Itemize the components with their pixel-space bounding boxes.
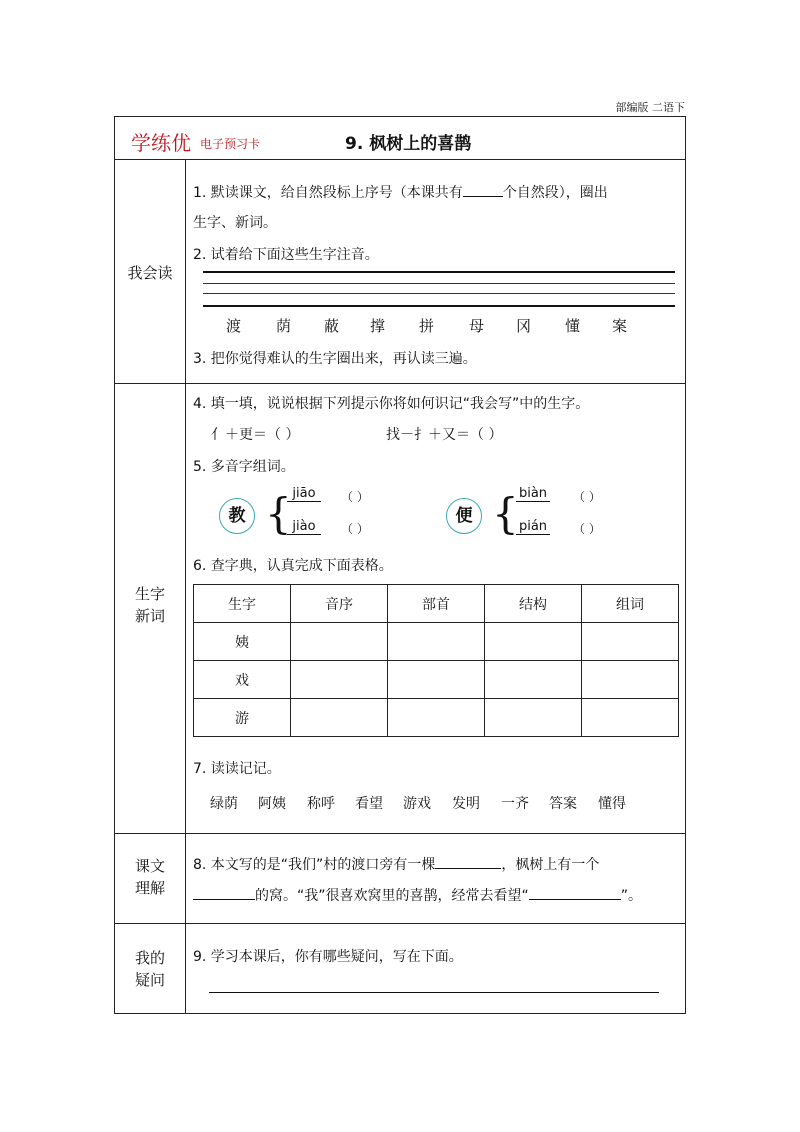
table-char: 姨 — [194, 623, 291, 661]
paragraph-count-blank[interactable] — [463, 182, 503, 197]
phonetic-char: 母 — [469, 317, 485, 335]
vocab-word: 绿荫 — [210, 796, 238, 812]
polyphone-char: 便 — [446, 498, 482, 534]
table-char: 戏 — [194, 661, 291, 699]
brand-subtitle: 电子预习卡 — [200, 137, 261, 151]
phonetic-char: 渡 — [226, 317, 242, 335]
brace-icon: { — [492, 489, 519, 538]
question-2: 2. 试着给下面这些生字注音。 — [193, 247, 379, 263]
phonetic-char: 蔽 — [324, 317, 340, 335]
row-divider — [115, 159, 685, 160]
question-9: 9. 学习本课后，你有哪些疑问，写在下面。 — [193, 949, 463, 965]
phonetic-char: 懂 — [565, 317, 581, 335]
answer-paren[interactable]: （ ） — [573, 522, 601, 536]
vocab-word: 游戏 — [403, 796, 431, 812]
answer-paren[interactable]: （ ） — [341, 522, 369, 536]
char-table — [193, 584, 679, 737]
lesson-title: 9. 枫树上的喜鹊 — [345, 134, 472, 154]
label-line: 生字 — [134, 585, 165, 603]
row-divider — [115, 923, 685, 924]
pinyin-line — [203, 305, 675, 307]
answer-paren[interactable]: （ ） — [573, 490, 601, 504]
q8-text: ”。 — [620, 888, 643, 904]
pinyin-reading: jiāo — [287, 486, 321, 502]
q8-text: 8. 本文写的是“我们”村的渡口旁有一棵 — [193, 857, 436, 873]
column-divider — [185, 159, 186, 1013]
table-char: 游 — [194, 699, 291, 737]
table-header: 结构 — [485, 585, 582, 623]
table-cell[interactable] — [388, 661, 485, 699]
section-label-understand — [115, 855, 185, 899]
formula-2: 找－扌＋又＝（ ） — [386, 427, 503, 443]
question-5: 5. 多音字组词。 — [193, 459, 295, 475]
label-line: 疑问 — [134, 971, 165, 989]
vocab-word: 一齐 — [501, 796, 529, 812]
answer-line[interactable] — [209, 992, 659, 993]
pinyin-reading: jiào — [287, 519, 321, 535]
question-1 — [193, 182, 608, 202]
pinyin-line — [203, 283, 675, 284]
table-cell[interactable] — [291, 623, 388, 661]
table-cell[interactable] — [485, 661, 582, 699]
formula-1: 亻＋更＝（ ） — [211, 427, 300, 443]
label-line: 新词 — [134, 607, 165, 625]
pinyin-line — [203, 271, 675, 273]
section-label-new-chars — [115, 583, 185, 627]
table-cell[interactable] — [582, 699, 679, 737]
q1-text: 个自然段），圈出 — [502, 185, 608, 201]
question-8 — [193, 854, 599, 874]
phonetic-char: 拼 — [419, 317, 435, 335]
polyphone-char: 教 — [219, 498, 255, 534]
brand-logo: 学练优 — [131, 131, 191, 155]
table-header: 部首 — [388, 585, 485, 623]
table-header: 组词 — [582, 585, 679, 623]
row-divider — [115, 833, 685, 834]
q8-line2 — [193, 885, 642, 905]
q8-text: 的窝。“我”很喜欢窝里的喜鹊，经常去看望“ — [255, 888, 529, 904]
label-line: 课文 — [134, 857, 165, 875]
table-cell[interactable] — [485, 699, 582, 737]
phonetic-char: 撑 — [370, 317, 386, 335]
pinyin-reading: biàn — [516, 486, 550, 502]
q1-line2: 生字、新词。 — [193, 215, 277, 231]
phonetic-char: 案 — [612, 317, 628, 335]
question-4: 4. 填一填，说说根据下列提示你将如何识记“我会写”中的生字。 — [193, 396, 590, 412]
vocab-word: 答案 — [549, 796, 577, 812]
question-6: 6. 查字典，认真完成下面表格。 — [193, 558, 393, 574]
pinyin-line — [203, 293, 675, 294]
question-3: 3. 把你觉得难认的生字圈出来，再认读三遍。 — [193, 351, 477, 367]
edition-label: 部编版 二语下 — [615, 101, 685, 114]
q8-text: ，枫树上有一个 — [501, 857, 600, 873]
preview-card — [114, 116, 686, 1014]
section-label-read: 我会读 — [127, 264, 173, 282]
phonetic-char: 冈 — [516, 317, 532, 335]
table-cell[interactable] — [291, 661, 388, 699]
table-row — [194, 623, 679, 661]
table-header-row — [194, 585, 679, 623]
vocab-word: 发明 — [452, 796, 480, 812]
q1-text: 1. 默读课文，给自然段标上序号（本课共有 — [193, 185, 463, 201]
section-label-questions — [115, 947, 185, 991]
phonetic-char: 荫 — [276, 317, 292, 335]
answer-blank[interactable] — [435, 854, 501, 869]
table-cell[interactable] — [388, 623, 485, 661]
label-line: 我的 — [134, 949, 165, 967]
answer-paren[interactable]: （ ） — [341, 490, 369, 504]
answer-blank[interactable] — [193, 885, 255, 900]
question-7: 7. 读读记记。 — [193, 761, 281, 777]
vocab-word: 看望 — [355, 796, 383, 812]
vocab-word: 阿姨 — [258, 796, 286, 812]
vocab-word: 称呼 — [307, 796, 335, 812]
brace-icon: { — [265, 489, 292, 538]
table-row — [194, 661, 679, 699]
table-cell[interactable] — [582, 623, 679, 661]
table-cell[interactable] — [485, 623, 582, 661]
table-cell[interactable] — [291, 699, 388, 737]
table-cell[interactable] — [582, 661, 679, 699]
label-line: 理解 — [134, 879, 165, 897]
table-header: 生字 — [194, 585, 291, 623]
table-row — [194, 699, 679, 737]
table-cell[interactable] — [388, 699, 485, 737]
pinyin-reading: pián — [516, 519, 550, 535]
vocab-word: 懂得 — [598, 796, 626, 812]
row-divider — [115, 383, 685, 384]
answer-blank[interactable] — [529, 885, 621, 900]
table-header: 音序 — [291, 585, 388, 623]
